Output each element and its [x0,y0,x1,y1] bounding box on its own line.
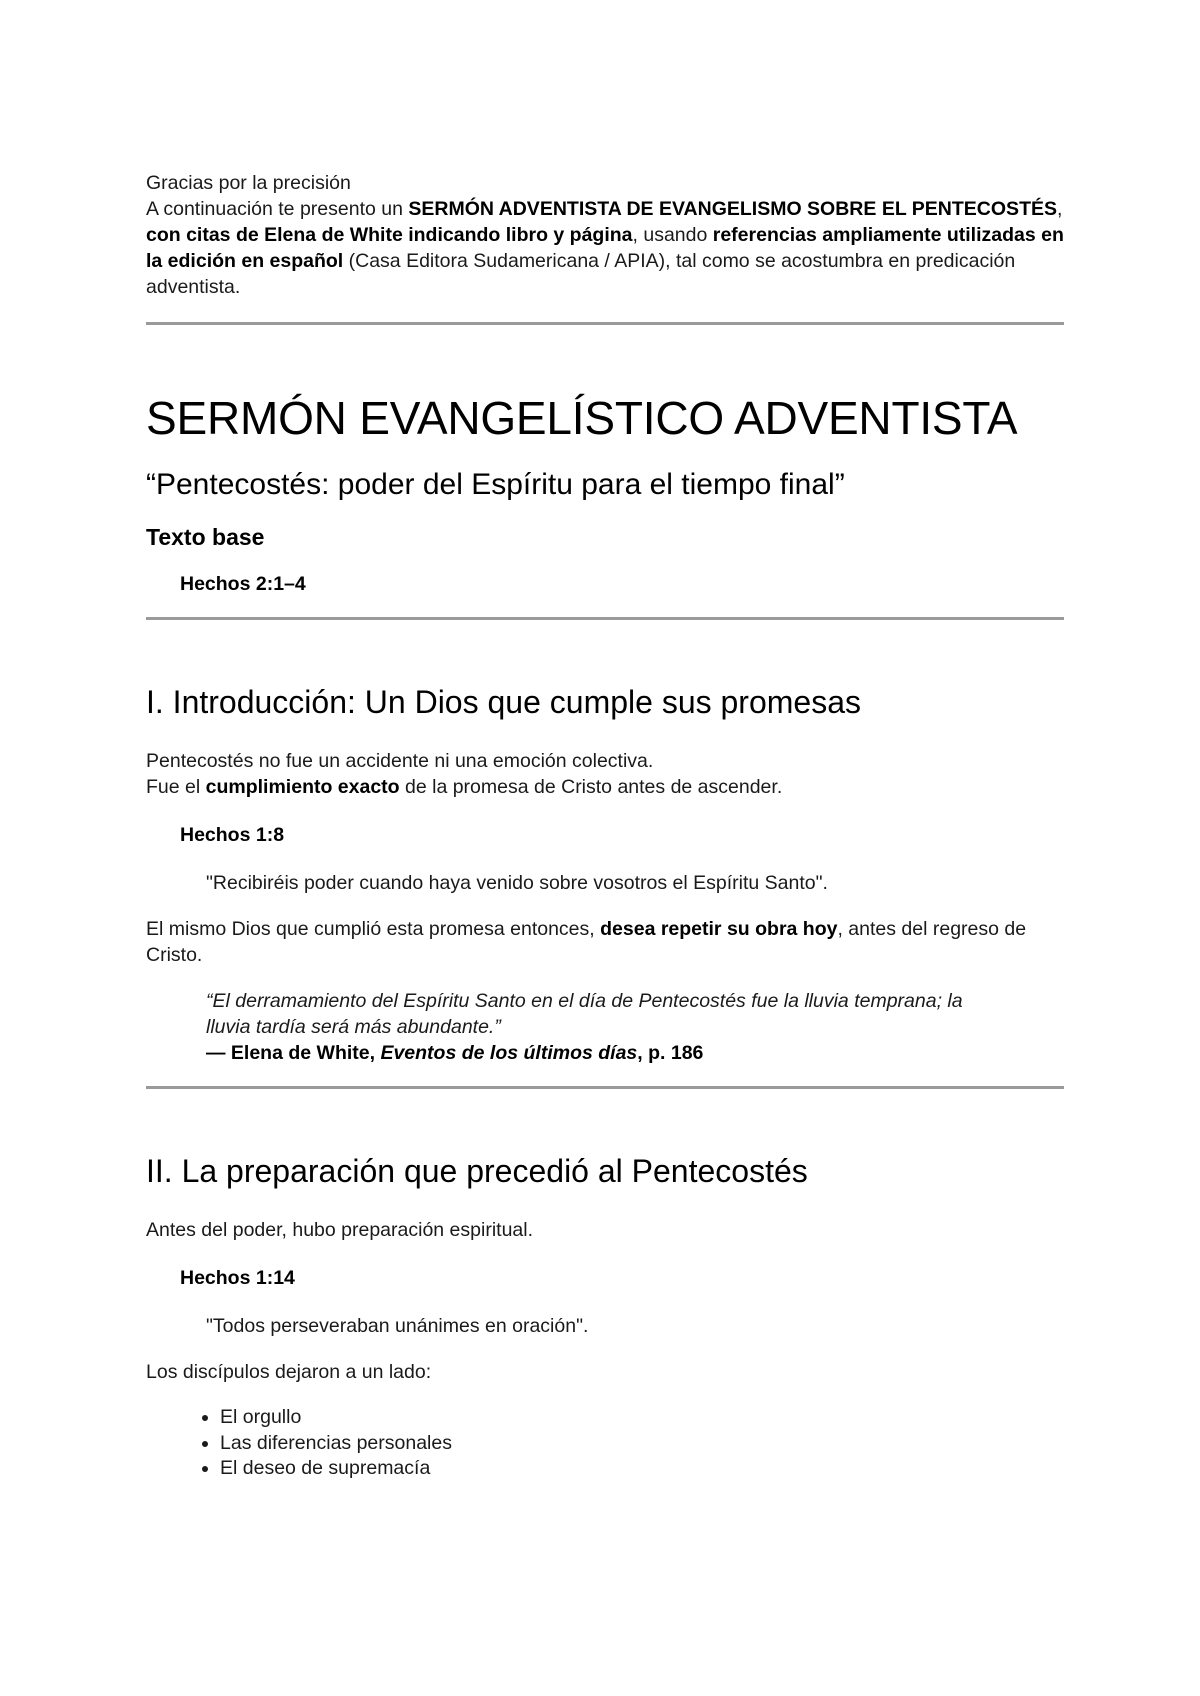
section-1-paragraph-2 [146,916,1066,968]
paragraph-bold: desea repetir su obra hoy [600,918,838,940]
intro-line-1: Gracias por la precisión [146,172,351,194]
paragraph-text: de la promesa de Cristo antes de ascender. [399,776,783,798]
section-2-verse: "Todos perseveraban unánimes en oración". [206,1315,589,1337]
attribution-book: Eventos de los últimos días [380,1042,638,1064]
base-text-label: Texto base [146,524,265,550]
intro-bold-citations: con citas de Elena de White indicando libro y página [146,224,633,246]
section-1-paragraph-1 [146,748,1066,800]
attribution-author: — Elena de White, [206,1042,381,1064]
horizontal-rule [146,1086,1064,1089]
attribution-page: , p. 186 [637,1042,704,1064]
intro-paragraph [146,170,1066,300]
section-2-paragraph-1: Antes del poder, hubo preparación espiritual. [146,1219,534,1241]
intro-text: (Casa Editora Sudamericana / APIA), tal como se acostumbra en predicación adventista. [146,250,1016,298]
section-1-egw-quote [206,988,986,1066]
section-2-reference: Hechos 1:14 [180,1267,295,1289]
base-text-reference: Hechos 2:1–4 [180,573,306,595]
paragraph-text: El mismo Dios que cumplió esta promesa entonces, [146,918,601,940]
horizontal-rule [146,322,1064,325]
intro-text: , usando [632,224,713,246]
intro-bold-references: referencias ampliamente utilizadas en la edición en español [146,224,1064,272]
intro-text: A continuación te presento un [146,198,409,220]
intro-bold-title: SERMÓN ADVENTISTA DE EVANGELISMO SOBRE EL PENTECOSTÉS [408,198,1057,220]
list-item: • El orgullo [220,1405,1066,1431]
list-item: • El deseo de supremacía [220,1456,1066,1482]
section-1-verse: "Recibiréis poder cuando haya venido sobre vosotros el Espíritu Santo". [206,872,828,894]
paragraph-bold: cumplimiento exacto [205,776,400,798]
intro-text: , [1057,198,1063,220]
egw-quote-text: “El derramamiento del Espíritu Santo en el día de Pentecostés fue la lluvia temprana; la lluvia tardía será más abundante.” [206,990,963,1038]
section-1-heading: I. Introducción: Un Dios que cumple sus promesas [146,684,861,720]
section-2-paragraph-2: Los discípulos dejaron a un lado: [146,1361,432,1383]
egw-quote-attribution [206,1040,986,1066]
section-1-reference: Hechos 1:8 [180,824,285,846]
list-item: • Las diferencias personales [220,1431,1066,1457]
paragraph-text: Fue el [146,776,206,798]
document-title: SERMÓN EVANGELÍSTICO ADVENTISTA [146,392,1018,444]
document-page [146,170,1066,1482]
section-2-heading: II. La preparación que precedió al Pentecostés [146,1153,808,1189]
document-subtitle: “Pentecostés: poder del Espíritu para el tiempo final” [146,468,845,501]
paragraph-text: Pentecostés no fue un accidente ni una emoción colectiva. [146,750,654,772]
paragraph-text: , antes del regreso de Cristo. [146,918,1027,966]
horizontal-rule [146,617,1064,620]
section-2-bullet-list [146,1405,1066,1482]
